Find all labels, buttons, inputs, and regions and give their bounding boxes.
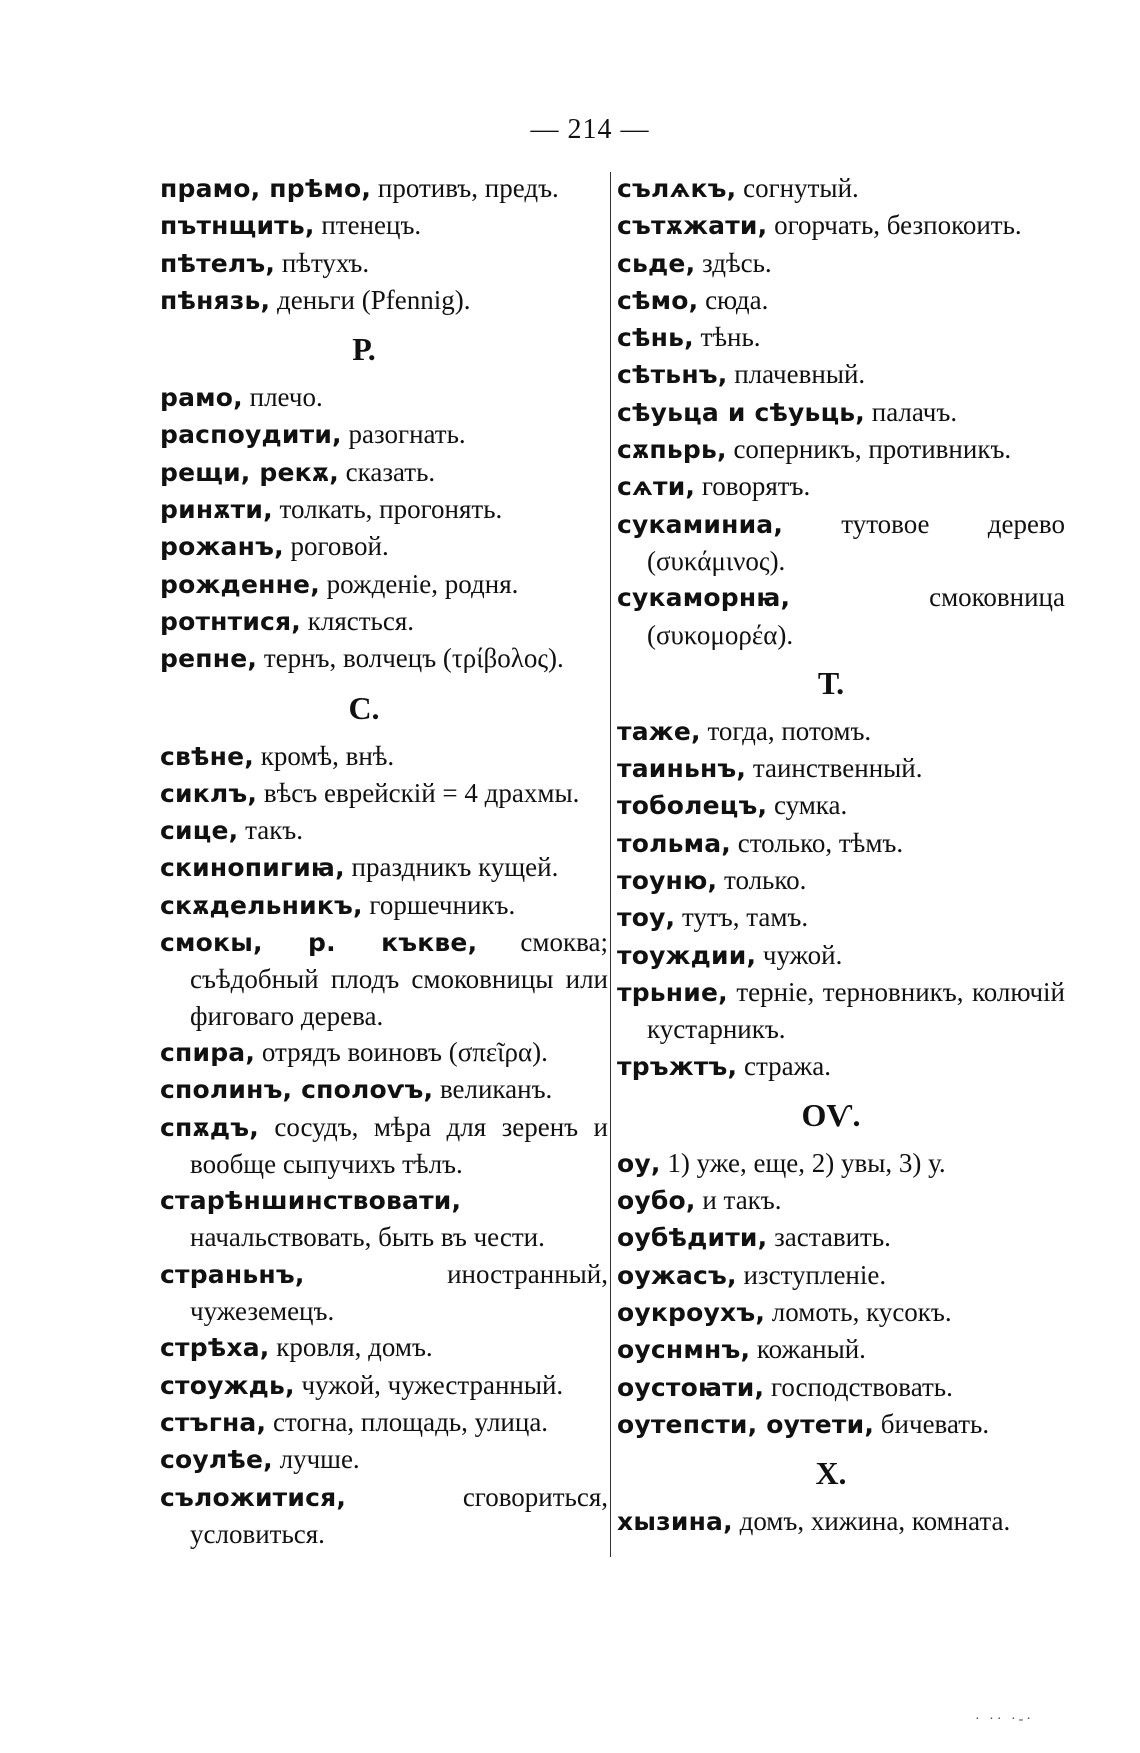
section-letter: ОѴ. bbox=[801, 1096, 861, 1133]
dictionary-entry bbox=[160, 379, 608, 416]
entry-definition: пѣтухъ. bbox=[275, 247, 370, 278]
entry-headword: тоуню, bbox=[617, 866, 718, 896]
right-column bbox=[617, 170, 1065, 1541]
entry-definition: плечо. bbox=[242, 382, 323, 413]
entry-definition: соперникъ, противникъ. bbox=[726, 434, 1012, 465]
dictionary-entry bbox=[160, 1329, 608, 1366]
entry-definition: тернъ, волчецъ (τρίβολος). bbox=[257, 643, 564, 674]
entry-definition: тутъ, тамъ. bbox=[675, 902, 809, 933]
entry-headword: распоудити, bbox=[160, 420, 342, 450]
entry-definition: заставить. bbox=[767, 1222, 891, 1253]
dictionary-entry bbox=[617, 170, 1065, 207]
dictionary-entry bbox=[160, 1367, 608, 1404]
entry-headword: рамо, bbox=[160, 383, 243, 413]
dictionary-entry bbox=[617, 356, 1065, 393]
column-divider bbox=[610, 172, 611, 1557]
entry-headword: сполинъ, сполоѵъ, bbox=[160, 1075, 434, 1105]
dictionary-entry bbox=[617, 579, 1065, 653]
dictionary-entry bbox=[160, 566, 608, 603]
entry-definition: палачъ. bbox=[865, 396, 958, 427]
section-letter: Х. bbox=[815, 1455, 847, 1492]
entry-headword: пѣнязь, bbox=[160, 285, 271, 315]
dictionary-entry bbox=[617, 974, 1065, 1048]
entry-headword: стрѣха, bbox=[160, 1333, 270, 1363]
section-letter: Р. bbox=[352, 331, 376, 368]
entry-headword: спира, bbox=[160, 1037, 256, 1067]
entry-headword: свѣне, bbox=[160, 741, 254, 771]
entry-definition: сосудъ, мѣра для зеренъ и вообще сыпучихъ тѣлъ. bbox=[190, 1111, 608, 1179]
entry-definition: отрядъ воиновъ (σπεῖρα). bbox=[255, 1036, 548, 1067]
entry-definition: согнутый. bbox=[736, 173, 859, 203]
dictionary-entry bbox=[617, 1331, 1065, 1368]
entry-definition: чужой. bbox=[756, 939, 843, 970]
entry-definition: и такъ. bbox=[695, 1185, 782, 1216]
entry-definition: сюда. bbox=[698, 284, 769, 315]
dictionary-entry bbox=[617, 825, 1065, 862]
entry-definition: стогна, площадь, улица. bbox=[266, 1406, 549, 1437]
entry-definition: такъ. bbox=[238, 815, 304, 846]
dictionary-entry bbox=[617, 899, 1065, 936]
entry-headword: сукаморнꙗ, bbox=[617, 583, 791, 613]
dictionary-entry bbox=[160, 775, 608, 812]
entry-headword: оутепсти, оутети, bbox=[617, 1409, 875, 1439]
dictionary-entry bbox=[617, 1406, 1065, 1443]
entry-definition: говорятъ. bbox=[695, 471, 811, 502]
entry-definition: 1) уже, еще, 2) увы, 3) у. bbox=[660, 1147, 946, 1178]
entry-headword: оуснмнъ, bbox=[617, 1335, 751, 1365]
entry-definition: здѣсь. bbox=[695, 247, 772, 278]
entry-headword: оужасъ, bbox=[617, 1260, 737, 1290]
entry-headword: скѫдельникъ, bbox=[160, 890, 363, 920]
entry-definition: лучше. bbox=[272, 1444, 360, 1475]
entry-definition: смоковница (συκομορέα). bbox=[647, 582, 1065, 650]
dictionary-entry bbox=[160, 454, 608, 491]
entry-definition: ломоть, кусокъ. bbox=[765, 1297, 952, 1328]
entry-headword: сѣуьца и сѣуьць, bbox=[617, 397, 865, 427]
entry-headword: сѧти, bbox=[617, 472, 696, 502]
print-specks: · ·· ·-· bbox=[975, 1712, 1034, 1727]
dictionary-entry bbox=[160, 1109, 608, 1183]
entry-definition: роговой. bbox=[283, 531, 389, 562]
entry-headword: ротнтися, bbox=[160, 606, 302, 636]
entry-definition: праздникъ кущей. bbox=[344, 852, 559, 883]
dictionary-entry bbox=[617, 1257, 1065, 1294]
entry-definition: горшечникъ. bbox=[362, 889, 516, 920]
section-letter: Т. bbox=[817, 664, 845, 701]
entry-headword: таже, bbox=[617, 716, 701, 746]
entry-headword: сѫпьрь, bbox=[617, 435, 727, 465]
entry-headword: тоболецъ, bbox=[617, 791, 768, 821]
entry-headword: спѫдъ, bbox=[160, 1112, 259, 1142]
dictionary-entry bbox=[617, 1145, 1065, 1182]
entry-definition: великанъ. bbox=[433, 1074, 553, 1105]
dictionary-entry bbox=[160, 1256, 608, 1330]
entry-definition: деньги (Pfennig). bbox=[270, 284, 471, 315]
left-column bbox=[160, 170, 608, 1552]
entry-definition: только. bbox=[717, 865, 807, 896]
entry-definition: чужой, чужестранный. bbox=[294, 1369, 564, 1400]
dictionary-entry bbox=[160, 924, 608, 1034]
entry-headword: сьде, bbox=[617, 248, 696, 278]
entry-headword: оубо, bbox=[617, 1186, 696, 1216]
entry-headword: трьние, bbox=[617, 977, 728, 1007]
entry-definition: домъ, хижина, комната. bbox=[732, 1506, 1011, 1537]
entry-definition: смоква; съѣдобный плодъ смоковницы или фиговаго дерева. bbox=[190, 927, 608, 1031]
entry-definition: противъ, предъ. bbox=[371, 173, 559, 203]
entry-headword: скинопигиꙗ, bbox=[160, 853, 345, 883]
entry-definition: кровля, домъ. bbox=[269, 1332, 433, 1363]
entry-definition: бичевать. bbox=[874, 1408, 990, 1439]
dictionary-entry bbox=[160, 738, 608, 775]
dictionary-entry bbox=[160, 1034, 608, 1071]
entry-definition: огорчать, безпокоить. bbox=[767, 210, 1022, 241]
dictionary-entry bbox=[617, 282, 1065, 319]
entry-headword: рожанъ, bbox=[160, 532, 284, 562]
entry-definition: кожаный. bbox=[750, 1334, 866, 1365]
entry-definition: столько, тѣмъ. bbox=[731, 827, 904, 858]
dictionary-entry bbox=[160, 603, 608, 640]
entry-headword: сице, bbox=[160, 816, 239, 846]
dictionary-entry bbox=[160, 491, 608, 528]
entry-definition: кромѣ, внѣ. bbox=[253, 740, 395, 771]
dictionary-entry bbox=[160, 812, 608, 849]
entry-definition: начальствовать, быть въ чести. bbox=[190, 1222, 545, 1253]
dictionary-entry bbox=[160, 1182, 608, 1256]
dictionary-entry bbox=[617, 1503, 1065, 1540]
entry-headword: оукроухъ, bbox=[617, 1298, 766, 1328]
dictionary-entry bbox=[617, 394, 1065, 431]
dictionary-entry bbox=[617, 1294, 1065, 1331]
entry-definition: терніе, терновникъ, колючій кустарникъ. bbox=[647, 976, 1065, 1045]
entry-headword: рожденне, bbox=[160, 569, 320, 599]
dictionary-entry bbox=[160, 282, 608, 319]
dictionary-entry bbox=[617, 431, 1065, 468]
dictionary-entry bbox=[617, 245, 1065, 282]
dictionary-entry bbox=[617, 1219, 1065, 1256]
dictionary-entry bbox=[617, 787, 1065, 824]
dictionary-entry bbox=[617, 750, 1065, 787]
entry-headword: оубѣдити, bbox=[617, 1223, 768, 1253]
entry-headword: тоу, bbox=[617, 903, 676, 933]
entry-headword: стоуждь, bbox=[160, 1370, 295, 1400]
dictionary-entry bbox=[160, 887, 608, 924]
entry-headword: сътѫжати, bbox=[617, 211, 768, 241]
entry-headword: оустоꙗти, bbox=[617, 1372, 765, 1402]
entry-headword: смокы, р. къкве, bbox=[160, 928, 478, 958]
entry-definition: толкать, прогонять. bbox=[272, 494, 503, 525]
entry-definition: вѣсъ еврейскій = 4 драхмы. bbox=[257, 777, 580, 808]
dictionary-entry bbox=[160, 207, 608, 244]
entry-definition: сумка. bbox=[767, 790, 848, 821]
entry-headword: соулѣе, bbox=[160, 1445, 273, 1475]
entry-headword: хызина, bbox=[617, 1507, 733, 1537]
dictionary-entry bbox=[617, 713, 1065, 750]
entry-headword: ринѫти, bbox=[160, 495, 273, 525]
section-letter: С. bbox=[348, 689, 380, 726]
entry-definition: таинственный. bbox=[746, 753, 923, 784]
entry-definition: изступленіе. bbox=[736, 1259, 887, 1290]
entry-headword: рещи, рекѫ, bbox=[160, 457, 339, 487]
entry-headword: тоуждии, bbox=[617, 940, 757, 970]
dictionary-entry bbox=[617, 1048, 1065, 1085]
entry-headword: сълѧкъ, bbox=[617, 174, 737, 203]
entry-headword: сѣмо, bbox=[617, 285, 699, 315]
entry-headword: сукаминиа, bbox=[617, 509, 784, 539]
entry-headword: оу, bbox=[617, 1148, 661, 1178]
entry-headword: пѣтелъ, bbox=[160, 248, 276, 278]
entry-definition: тогда, потомъ. bbox=[700, 715, 872, 746]
dictionary-entry bbox=[160, 416, 608, 453]
entry-headword: прамо, прѣмо, bbox=[160, 174, 372, 203]
entry-definition: сказать. bbox=[338, 456, 436, 487]
dictionary-entry bbox=[160, 1441, 608, 1478]
entry-definition: плачевный. bbox=[727, 359, 866, 390]
entry-headword: страньнъ, bbox=[160, 1259, 305, 1289]
entry-headword: сѣнь, bbox=[617, 323, 694, 353]
dictionary-entry bbox=[160, 1404, 608, 1441]
dictionary-entry bbox=[617, 506, 1065, 580]
dictionary-entry bbox=[160, 1071, 608, 1108]
entry-headword: сиклъ, bbox=[160, 778, 258, 808]
entry-definition: рожденіе, родня. bbox=[319, 568, 519, 599]
page-number: — 214 — bbox=[530, 114, 650, 145]
entry-headword: съложитися, bbox=[160, 1482, 347, 1512]
entry-definition: стража. bbox=[737, 1050, 831, 1081]
dictionary-entry bbox=[160, 528, 608, 565]
entry-headword: пътнщить, bbox=[160, 211, 315, 241]
entry-definition: птенецъ. bbox=[314, 210, 422, 241]
dictionary-entry bbox=[617, 319, 1065, 356]
dictionary-entry bbox=[617, 1369, 1065, 1406]
dictionary-entry bbox=[160, 640, 608, 677]
dictionary-entry bbox=[160, 849, 608, 886]
entry-definition: клясться. bbox=[301, 605, 415, 636]
entry-headword: таиньнъ, bbox=[617, 754, 747, 784]
dictionary-entry bbox=[617, 1182, 1065, 1219]
dictionary-entry bbox=[617, 937, 1065, 974]
entry-definition: тѣнь. bbox=[693, 322, 761, 353]
entry-headword: старѣншинствовати, bbox=[160, 1186, 462, 1216]
entry-headword: стъгна, bbox=[160, 1407, 267, 1437]
dictionary-entry bbox=[617, 862, 1065, 899]
dictionary-entry bbox=[160, 1479, 608, 1553]
entry-definition: разогнать. bbox=[341, 419, 466, 450]
entry-headword: тръжтъ, bbox=[617, 1051, 738, 1081]
dictionary-entry bbox=[617, 468, 1065, 505]
entry-definition: тутовое дерево (συκάμινος). bbox=[647, 508, 1065, 576]
dictionary-entry bbox=[160, 245, 608, 282]
dictionary-entry bbox=[160, 170, 608, 207]
entry-headword: репне, bbox=[160, 644, 258, 674]
entry-headword: тольма, bbox=[617, 828, 731, 858]
entry-headword: сѣтьнъ, bbox=[617, 360, 728, 390]
entry-definition: иностранный, чужеземецъ. bbox=[190, 1258, 608, 1327]
dictionary-entry bbox=[617, 207, 1065, 244]
entry-definition: господствовать. bbox=[764, 1371, 953, 1402]
entry-definition: сговориться, условиться. bbox=[190, 1481, 608, 1549]
